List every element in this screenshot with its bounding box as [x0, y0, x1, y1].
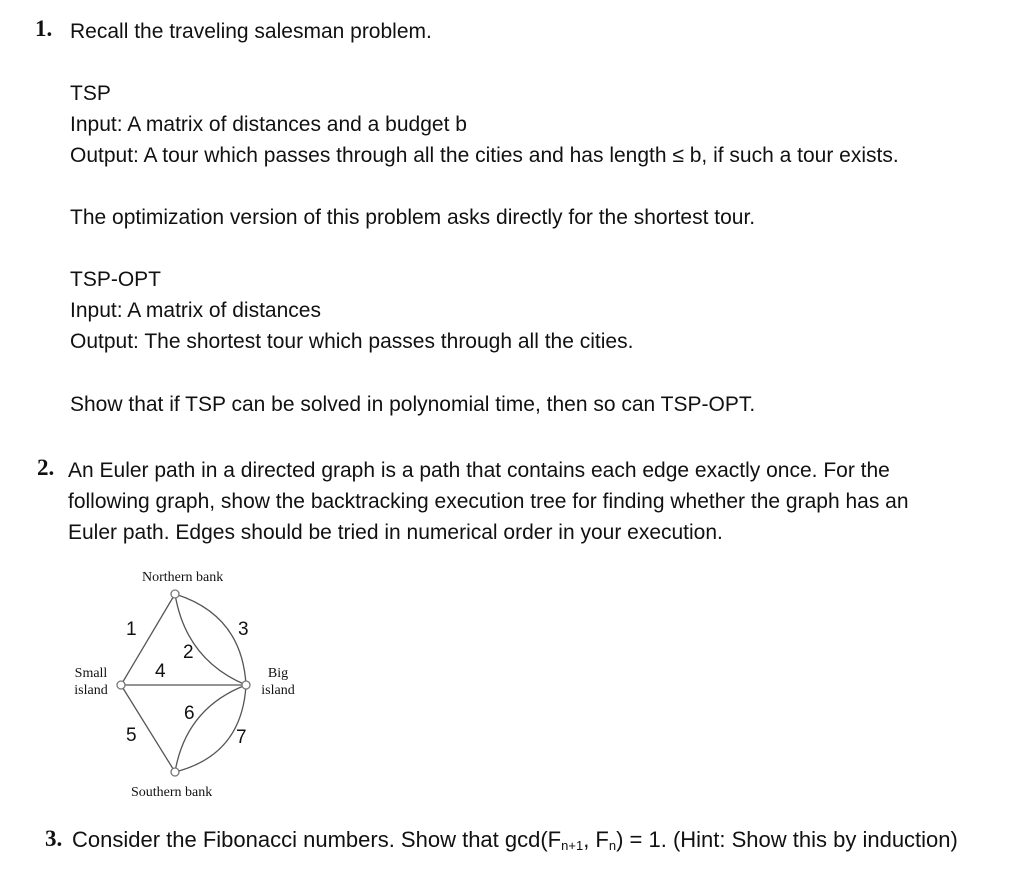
tsp-title: TSP: [70, 82, 111, 105]
big-island-label-line-2: island: [261, 683, 295, 698]
tsp-opt-title: TSP-OPT: [70, 268, 162, 291]
edge-7-label: 7: [236, 727, 247, 748]
q2-line-3: Euler path. Edges should be tried in numerical order in your execution.: [68, 521, 723, 544]
edge-2-label: 2: [183, 642, 194, 663]
tsp-output: Output: A tour which passes through all the cities and has length ≤ b, if such a tour exists.: [70, 144, 899, 167]
q2-line-1: An Euler path in a directed graph is a path that contains each edge exactly once. For the: [68, 459, 890, 482]
q2-number: 2.: [37, 455, 55, 480]
q3-suffix: ) = 1. (Hint: Show this by induction): [616, 827, 958, 852]
q3-mid: , F: [583, 827, 609, 852]
q3-subscript-n: n: [608, 838, 617, 853]
q3-subscript-n-plus-1: n+1: [561, 838, 584, 853]
edge-3-label: 3: [238, 619, 249, 640]
northern-bank-node: [171, 590, 179, 598]
tsp-opt-input: Input: A matrix of distances: [70, 299, 321, 322]
q2-line-2: following graph, show the backtracking execution tree for finding whether the graph has an: [68, 490, 909, 513]
edge-6-label: 6: [184, 703, 195, 724]
edge-2-line: [175, 594, 246, 685]
big-island-label-line-1: Big: [267, 666, 289, 681]
southern-bank-label: Southern bank: [131, 785, 213, 800]
southern-bank-node: [171, 768, 179, 776]
big-island-node: [242, 681, 250, 689]
q1-task: Show that if TSP can be solved in polynomial time, then so can TSP-OPT.: [70, 393, 756, 416]
q1-intro: Recall the traveling salesman problem.: [70, 20, 432, 43]
small-island-node: [117, 681, 125, 689]
northern-bank-label: Northern bank: [142, 570, 224, 585]
q3-number: 3.: [45, 826, 63, 851]
edge-4-label: 4: [155, 661, 166, 682]
edge-1-label: 1: [126, 619, 137, 640]
q3-text: [72, 824, 958, 861]
small-island-label-line-2: island: [74, 683, 108, 698]
small-island-label-line-1: Small: [74, 666, 108, 681]
tsp-input: Input: A matrix of distances and a budget b: [70, 113, 467, 136]
optimization-note: The optimization version of this problem asks directly for the shortest tour.: [70, 206, 756, 229]
edge-3-line: [175, 594, 246, 685]
q1-number: 1.: [35, 16, 53, 41]
small-island-label: [70, 665, 112, 699]
big-island-label: [256, 665, 300, 699]
tsp-opt-output: Output: The shortest tour which passes through all the cities.: [70, 330, 634, 353]
edge-5-label: 5: [126, 725, 137, 746]
q3-prefix: Consider the Fibonacci numbers. Show that gcd(F: [72, 827, 562, 852]
